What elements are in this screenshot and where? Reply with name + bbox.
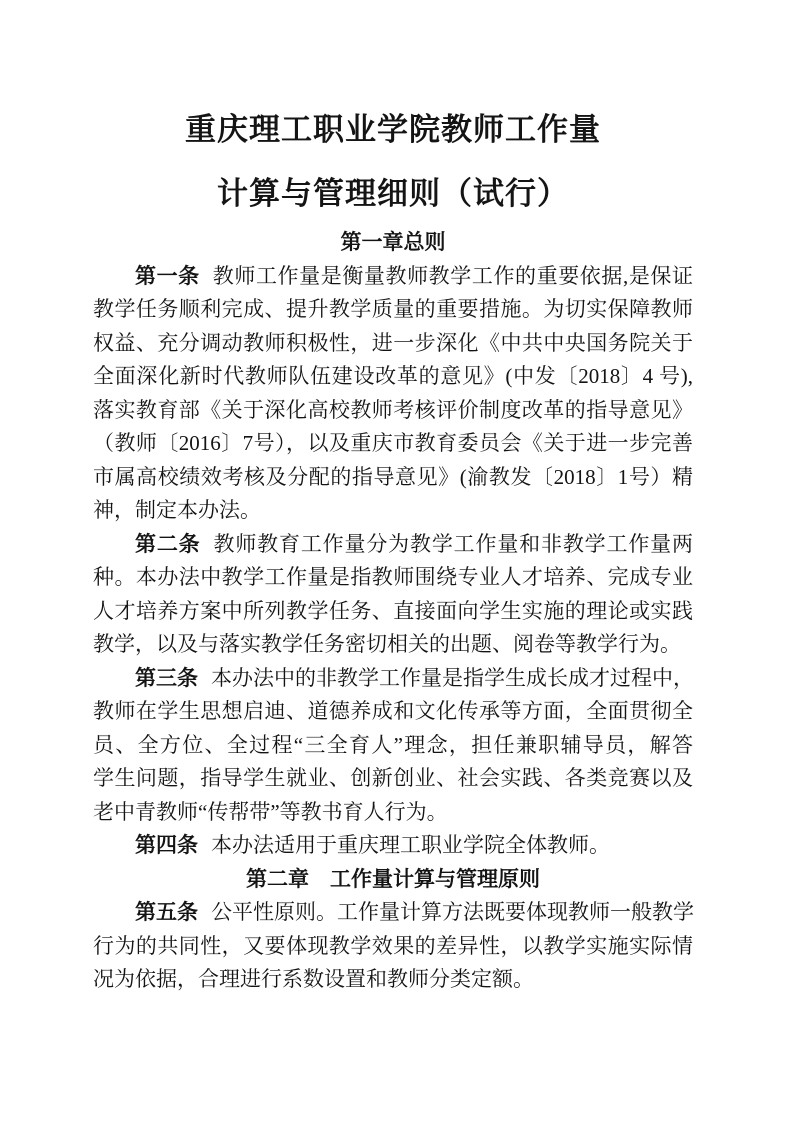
text-line: 落实教育部《关于深化高校教师考核评价制度改革的指导意见》 <box>93 397 693 422</box>
chapter-heading: 第一章总则 <box>340 231 446 254</box>
text-line: 市属高校绩效考核及分配的指导意见》(渝教发〔2018〕1号）精 <box>93 464 693 489</box>
text-line: 教学，以及与落实教学任务密切相关的出题、阅卷等教学行为。 <box>93 632 681 656</box>
title-line-1: 重庆理工职业学院教师工作量 <box>185 112 601 147</box>
text-line <box>93 829 693 863</box>
text-line <box>93 528 693 562</box>
text-line: 种。本办法中教学工作量是指教师围绕专业人才培养、完成专业 <box>93 565 693 589</box>
text-line: 教学任务顺利完成、提升教学质量的重要措施。为切实保障教师 <box>93 297 693 321</box>
article-paragraph <box>93 896 693 997</box>
text-line: 权益、充分调动教师积极性，进一步深化《中共中央国务院关于 <box>93 330 693 355</box>
line-text: 教师教育工作量分为教学工作量和非教学工作量两 <box>213 531 693 556</box>
article-label: 第三条 <box>135 666 198 690</box>
line-text: 本办法适用于重庆理工职业学院全体教师。 <box>211 833 610 857</box>
text-line <box>93 896 693 930</box>
title-line-2: 计算与管理细则（试行） <box>217 176 569 211</box>
article-paragraph <box>93 528 693 662</box>
article-label: 第四条 <box>135 834 198 857</box>
document-content <box>93 98 693 997</box>
chapter-heading: 第二章 工作量计算与管理原则 <box>246 867 540 891</box>
text-line: 神，制定本办法。 <box>93 498 261 522</box>
article-paragraph <box>93 662 693 830</box>
text-line: 况为依据，合理进行系数设置和教师分类定额。 <box>93 967 534 991</box>
document-title <box>93 98 693 226</box>
line-text: 公平性原则。工作量计算方法既要体现教师一般教学 <box>211 900 694 924</box>
article-label: 第一条 <box>135 264 200 288</box>
article-paragraph <box>93 829 693 863</box>
text-line: 行为的共同性，又要体现教学效果的差异性，以教学实施实际情 <box>93 933 693 958</box>
article-label: 第二条 <box>135 532 201 556</box>
text-line: （教师〔2016〕7号），以及重庆市教育委员会《关于进一步完善 <box>93 431 693 455</box>
article-label: 第五条 <box>135 901 198 924</box>
text-line: 学生问题，指导学生就业、创新创业、社会实践、各类竞赛以及 <box>93 766 693 790</box>
text-line: 人才培养方案中所列教学任务、直接面向学生实施的理论或实践 <box>93 598 693 623</box>
text-line: 老中青教师“传帮带”等教书育人行为。 <box>93 799 448 824</box>
article-paragraph <box>93 260 693 528</box>
text-line <box>93 662 693 696</box>
text-line <box>93 260 693 294</box>
text-line: 员、全方位、全过程“三全育人”理念，担任兼职辅导员，解答 <box>93 732 693 757</box>
line-text: 本办法中的非教学工作量是指学生成长成才过程中， <box>211 665 694 690</box>
text-line: 教师在学生思想启迪、道德养成和文化传承等方面，全面贯彻全 <box>93 699 693 723</box>
text-line: 全面深化新时代教师队伍建设改革的意见》(中发〔2018〕4 号), <box>93 364 693 388</box>
line-text: 教师工作量是衡量教师教学工作的重要依据,是保证 <box>212 263 694 288</box>
document-body <box>93 226 693 997</box>
